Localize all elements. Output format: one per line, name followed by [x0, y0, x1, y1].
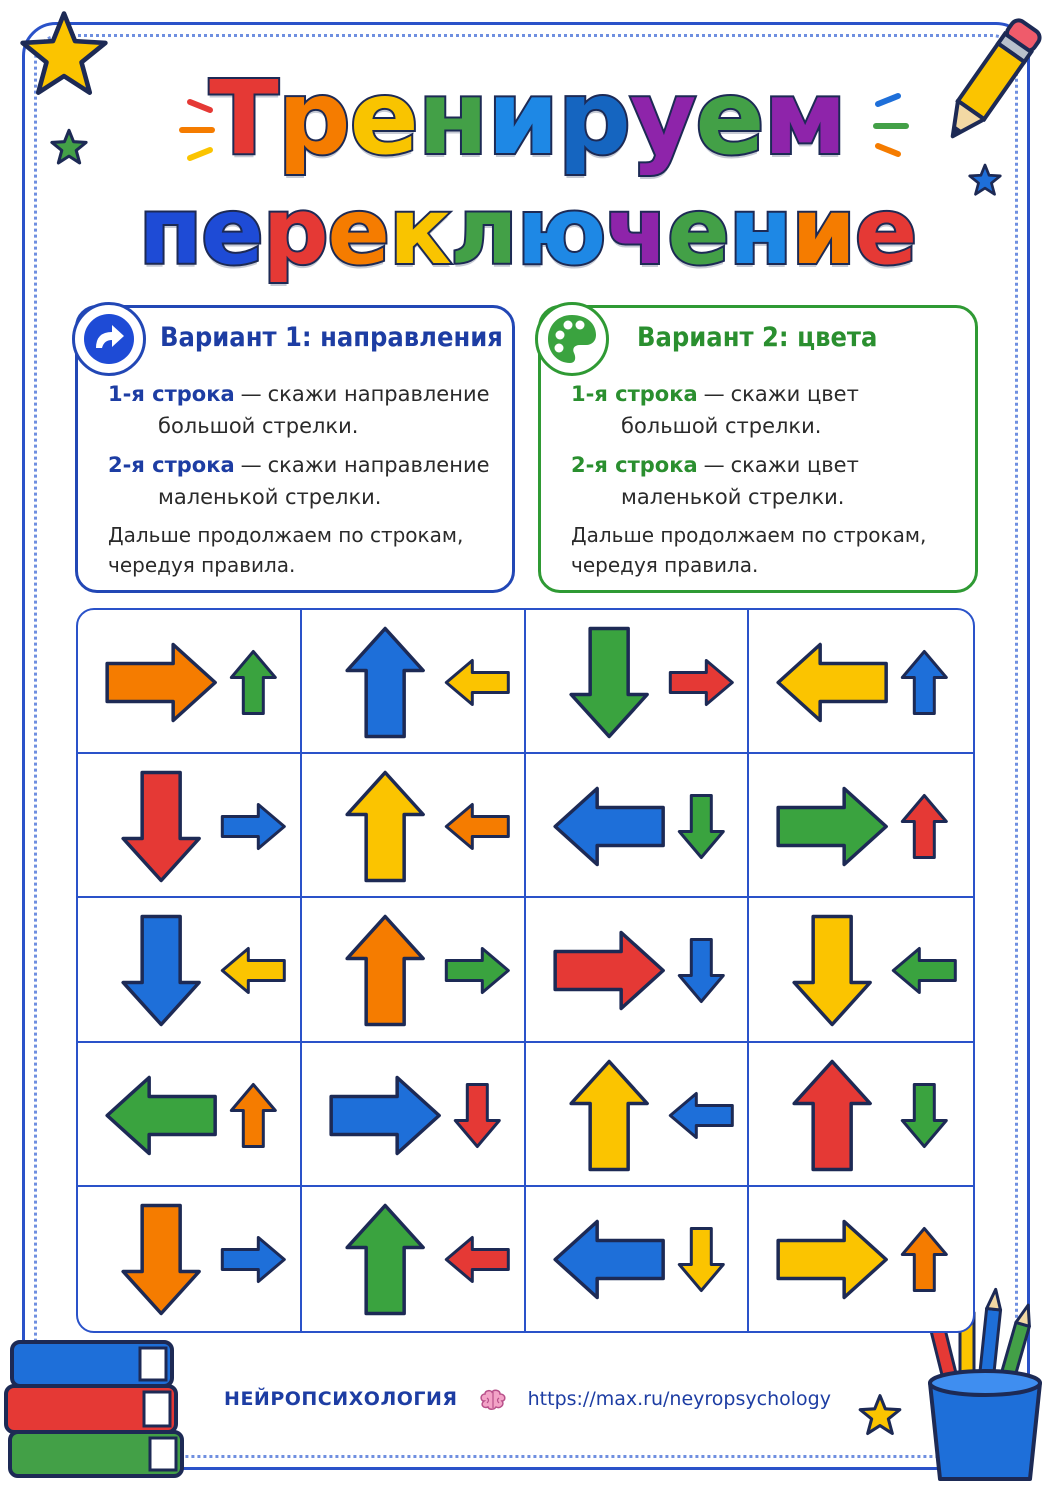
title-letter: и: [791, 178, 855, 285]
big-arrow-icon: [778, 645, 886, 721]
small-arrow-icon: [903, 1228, 947, 1290]
footer: [0, 1388, 1055, 1411]
variant-2-note: Дальше продолжаем по строкам, чередуя правила.: [571, 523, 927, 577]
variant-1-title: Вариант 1: направления: [160, 322, 503, 353]
big-arrow-icon: [331, 1077, 439, 1153]
arrow-cell: [78, 754, 302, 898]
title-letter: ч: [605, 178, 668, 285]
arrow-cell: [749, 1043, 973, 1187]
big-arrow-icon: [347, 773, 423, 881]
big-arrow-icon: [347, 629, 423, 737]
arrow-cell: [302, 754, 526, 898]
title-letter: у: [629, 59, 696, 178]
arrow-cell-graphic: [78, 898, 303, 1043]
rule-text: скажи цвет: [730, 382, 859, 406]
small-arrow-icon: [670, 1093, 732, 1137]
big-arrow-icon: [107, 645, 215, 721]
small-arrow-icon: [679, 796, 723, 858]
arrow-cell-graphic: [78, 610, 303, 755]
title-letter: Т: [209, 59, 278, 178]
arrow-cell: [302, 1043, 526, 1187]
arrow-cell-graphic: [526, 898, 751, 1043]
arrow-cell: [302, 610, 526, 754]
variant-1-rule-1: [108, 378, 490, 442]
arrow-cell-graphic: [302, 898, 527, 1043]
brain-icon: [478, 1389, 508, 1411]
books-icon: [0, 1336, 190, 1486]
small-arrow-icon: [894, 949, 956, 993]
title-letter: ю: [516, 178, 606, 285]
dash: —: [240, 382, 262, 406]
small-arrow-icon: [670, 661, 732, 705]
title-letter: е: [327, 178, 389, 285]
big-arrow-icon: [555, 1221, 663, 1297]
arrow-cell: [749, 610, 973, 754]
variant-2-rule-1: [571, 378, 859, 442]
small-arrow-icon: [446, 805, 508, 849]
small-arrow-icon: [446, 949, 508, 993]
big-arrow-icon: [555, 789, 663, 865]
arrow-cell: [526, 754, 750, 898]
title-line-1: [0, 60, 1055, 178]
arrow-cell: [302, 898, 526, 1042]
small-arrow-icon: [231, 652, 275, 714]
small-arrow-icon: [903, 796, 947, 858]
variant-2-title: Вариант 2: цвета: [637, 322, 878, 353]
big-arrow-icon: [794, 1061, 870, 1169]
title-letter: п: [138, 178, 202, 285]
rule-text-cont: маленькой стрелки.: [158, 485, 382, 509]
arrow-cell-graphic: [78, 1043, 303, 1188]
arrow-cell-graphic: [526, 1187, 751, 1332]
arrow-cell: [749, 898, 973, 1042]
rule-text-cont: маленькой стрелки.: [621, 485, 845, 509]
variant-1-card: [75, 305, 515, 593]
title-letter: р: [557, 59, 630, 178]
small-arrow-icon: [455, 1084, 499, 1146]
big-arrow-icon: [555, 933, 663, 1009]
arrow-grid: [76, 608, 975, 1333]
small-arrow-icon: [903, 652, 947, 714]
rule-label: 2-я строка: [108, 453, 235, 477]
small-arrow-icon: [231, 1084, 275, 1146]
title-letter: е: [349, 59, 418, 178]
footer-brand: НЕЙРОПСИХОЛОГИЯ: [224, 1388, 458, 1410]
dash: —: [240, 453, 262, 477]
small-arrow-icon: [679, 1228, 723, 1290]
variant-1-rule-2: [108, 449, 490, 513]
variant-2-card: [538, 305, 978, 593]
arrow-cell: [78, 1187, 302, 1331]
title-letter: е: [201, 178, 263, 285]
arrow-cell: [78, 1043, 302, 1187]
dash: —: [703, 453, 725, 477]
small-arrow-icon: [446, 661, 508, 705]
arrow-cell-graphic: [526, 610, 751, 755]
rule-label: 1-я строка: [108, 382, 235, 406]
big-arrow-icon: [778, 789, 886, 865]
arrow-cell: [526, 1187, 750, 1331]
arrow-cell-graphic: [749, 1187, 974, 1332]
variant-1-note: Дальше продолжаем по строкам, чередуя правила.: [108, 523, 464, 577]
arrow-cell: [526, 1043, 750, 1187]
title-letter: е: [854, 178, 917, 285]
big-arrow-icon: [778, 1221, 886, 1297]
title-letter: е: [695, 59, 764, 178]
small-arrow-icon: [903, 1084, 947, 1146]
redo-arrow-icon: [72, 302, 146, 376]
dash: —: [703, 382, 725, 406]
arrow-cell-graphic: [78, 1187, 303, 1332]
big-arrow-icon: [347, 1205, 423, 1313]
small-arrow-icon: [222, 1237, 284, 1281]
big-arrow-icon: [571, 629, 647, 737]
arrow-cell: [526, 610, 750, 754]
arrow-cell: [749, 1187, 973, 1331]
big-arrow-icon: [571, 1061, 647, 1169]
rule-text-cont: большой стрелки.: [158, 414, 359, 438]
title-line-2: [0, 178, 1055, 286]
arrow-cell: [526, 898, 750, 1042]
title-letter: и: [487, 59, 558, 178]
rule-text: скажи цвет: [730, 453, 859, 477]
arrow-cell-graphic: [302, 754, 527, 899]
arrow-cell: [78, 610, 302, 754]
rule-text-cont: большой стрелки.: [621, 414, 822, 438]
small-arrow-icon: [222, 805, 284, 849]
arrow-cell-graphic: [749, 610, 974, 755]
small-arrow-icon: [679, 940, 723, 1002]
arrow-cell-graphic: [78, 754, 303, 899]
small-arrow-icon: [222, 949, 284, 993]
big-arrow-icon: [794, 917, 870, 1025]
footer-url[interactable]: https://max.ru/neyropsychology: [527, 1388, 831, 1410]
palette-icon: [535, 302, 609, 376]
rule-label: 2-я строка: [571, 453, 698, 477]
title-letter: р: [262, 178, 328, 285]
title-letter: е: [667, 178, 729, 285]
rule-label: 1-я строка: [571, 382, 698, 406]
arrow-cell: [78, 898, 302, 1042]
arrow-cell-graphic: [526, 754, 751, 899]
title-letter: н: [728, 178, 792, 285]
arrow-cell-graphic: [302, 610, 527, 755]
arrow-cell-graphic: [302, 1187, 527, 1332]
big-arrow-icon: [123, 773, 199, 881]
arrow-cell-graphic: [749, 754, 974, 899]
arrow-cell: [302, 1187, 526, 1331]
big-arrow-icon: [347, 917, 423, 1025]
arrow-cell-graphic: [749, 898, 974, 1043]
big-arrow-icon: [123, 917, 199, 1025]
arrow-cell-graphic: [749, 1043, 974, 1188]
arrow-cell-graphic: [302, 1043, 527, 1188]
arrow-cell-graphic: [526, 1043, 751, 1188]
title-letter: л: [450, 178, 517, 285]
big-arrow-icon: [107, 1077, 215, 1153]
title-letter: р: [277, 59, 350, 178]
rule-text: скажи направление: [267, 382, 490, 406]
title-letter: н: [417, 59, 488, 178]
arrow-cell: [749, 754, 973, 898]
title-letter: м: [763, 59, 846, 178]
rule-text: скажи направление: [267, 453, 490, 477]
big-arrow-icon: [123, 1205, 199, 1313]
title-letter: к: [388, 178, 451, 285]
small-arrow-icon: [446, 1237, 508, 1281]
variant-2-rule-2: [571, 449, 859, 513]
